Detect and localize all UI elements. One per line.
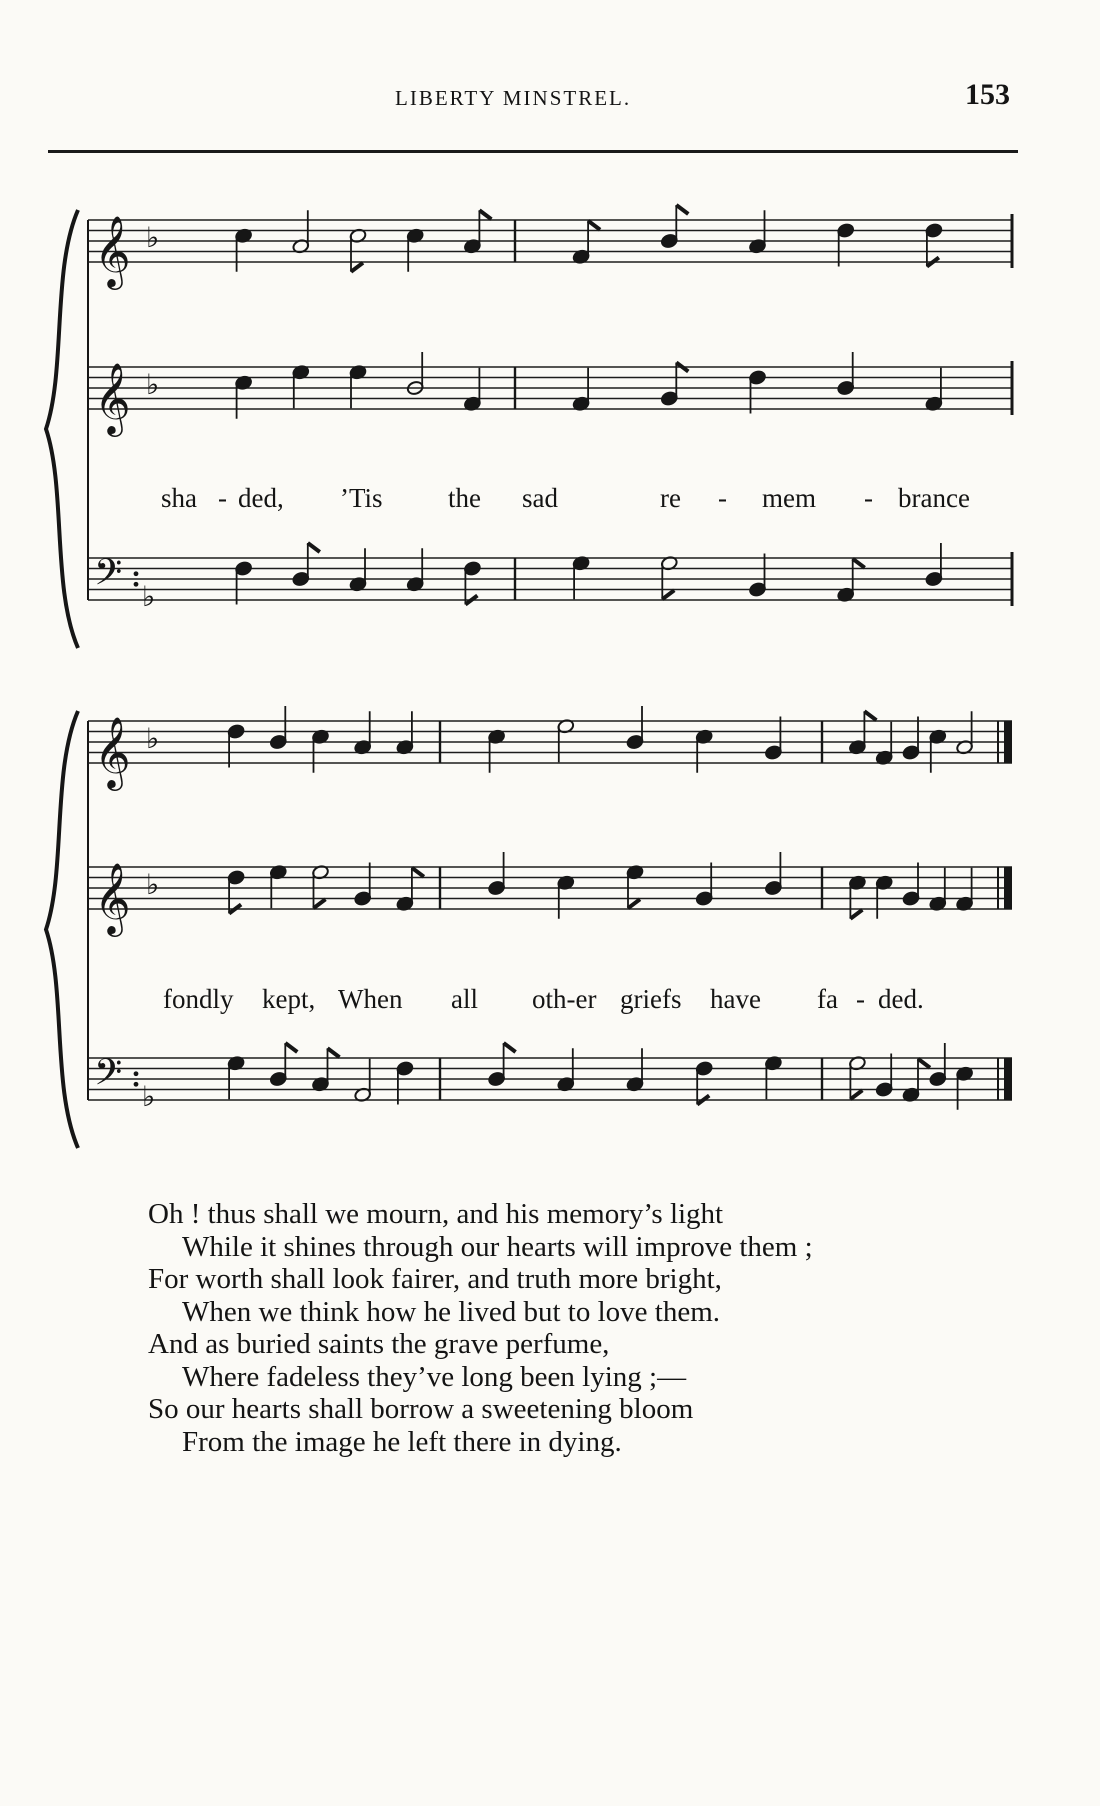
note-flag [328, 1048, 340, 1057]
note-flag [308, 543, 320, 552]
lyric-syllable: sha [161, 483, 197, 513]
running-title: LIBERTY MINSTREL. [395, 86, 632, 110]
verse-line: For worth shall look fairer, and truth more bright, [148, 1263, 722, 1295]
lyric-syllable: sad [522, 483, 558, 513]
note-flag [662, 590, 674, 599]
flat-sign: ♭ [142, 580, 156, 613]
verse-text [148, 1198, 813, 1458]
lyric-syllable: oth-er [532, 984, 597, 1014]
lyric-syllable: griefs [620, 984, 682, 1014]
lyric-syllable: fa [817, 984, 838, 1014]
note-flag [850, 910, 862, 919]
lyric-syllable: - [718, 483, 727, 513]
treble-clef: 𝄞 [94, 715, 131, 788]
bass-clef: 𝄢 [94, 551, 123, 603]
lyric-syllable: ded. [878, 984, 924, 1014]
lyric-syllable: - [218, 483, 227, 513]
lyric-syllable: kept, [262, 984, 316, 1014]
brace [46, 711, 78, 1148]
lyric-syllable: fondly [163, 984, 234, 1014]
lyric-syllable: re [660, 483, 681, 513]
lyric-syllable: the [448, 483, 481, 513]
note-flag [314, 899, 326, 908]
verse-line: Where fadeless they’ve long been lying ;— [182, 1360, 687, 1393]
flat-sign: ♭ [146, 722, 160, 755]
note-flag [628, 899, 640, 908]
treble-clef: 𝄞 [94, 214, 131, 287]
note-flag [351, 263, 363, 272]
verse-line: While it shines through our hearts will improve them ; [182, 1230, 813, 1263]
note-flag [676, 205, 688, 214]
note-flag [588, 221, 600, 230]
clef-dot [134, 1071, 139, 1076]
brace [46, 210, 78, 648]
final-bar [1004, 721, 1012, 763]
verse-line: From the image he left there in dying. [182, 1425, 622, 1458]
clef-dot [134, 1082, 139, 1087]
note-flag [850, 1090, 862, 1099]
lyric-syllable: ded, [238, 483, 284, 513]
flat-sign: ♭ [142, 1080, 156, 1113]
clef-dot [134, 582, 139, 587]
note-flag [504, 1043, 516, 1052]
verse-line: And as buried saints the grave perfume, [148, 1328, 610, 1360]
treble-clef: 𝄞 [94, 361, 131, 434]
bass-clef: 𝄢 [94, 1051, 123, 1103]
lyric-syllable: have [710, 984, 761, 1014]
flat-sign: ♭ [146, 221, 160, 254]
final-bar [1004, 1058, 1012, 1100]
lyric-syllable: - [856, 984, 865, 1014]
verse-line: Oh ! thus shall we mourn, and his memory’s light [148, 1198, 724, 1230]
lyric-syllable: all [451, 984, 478, 1014]
note-flag [479, 210, 491, 219]
note-flag [285, 1043, 297, 1052]
verse-line: When we think how he lived but to love them. [182, 1295, 721, 1328]
clef-dot [134, 571, 139, 576]
note-flag [412, 868, 424, 877]
flat-sign: ♭ [146, 868, 160, 901]
treble-clef: 𝄞 [94, 861, 131, 934]
flat-sign: ♭ [146, 368, 160, 401]
lyric-syllable: ’Tis [340, 483, 383, 513]
note-flag [864, 711, 876, 720]
verse-line: So our hearts shall borrow a sweetening bloom [148, 1393, 694, 1425]
lyric-syllable: When [338, 984, 403, 1014]
note-flag [853, 559, 865, 568]
lyric-syllable: brance [898, 483, 970, 513]
page-number: 153 [965, 78, 1010, 111]
lyric-syllable: mem [762, 483, 816, 513]
lyric-syllable: - [864, 483, 873, 513]
final-bar [1004, 867, 1012, 909]
note-flag [918, 1059, 930, 1068]
